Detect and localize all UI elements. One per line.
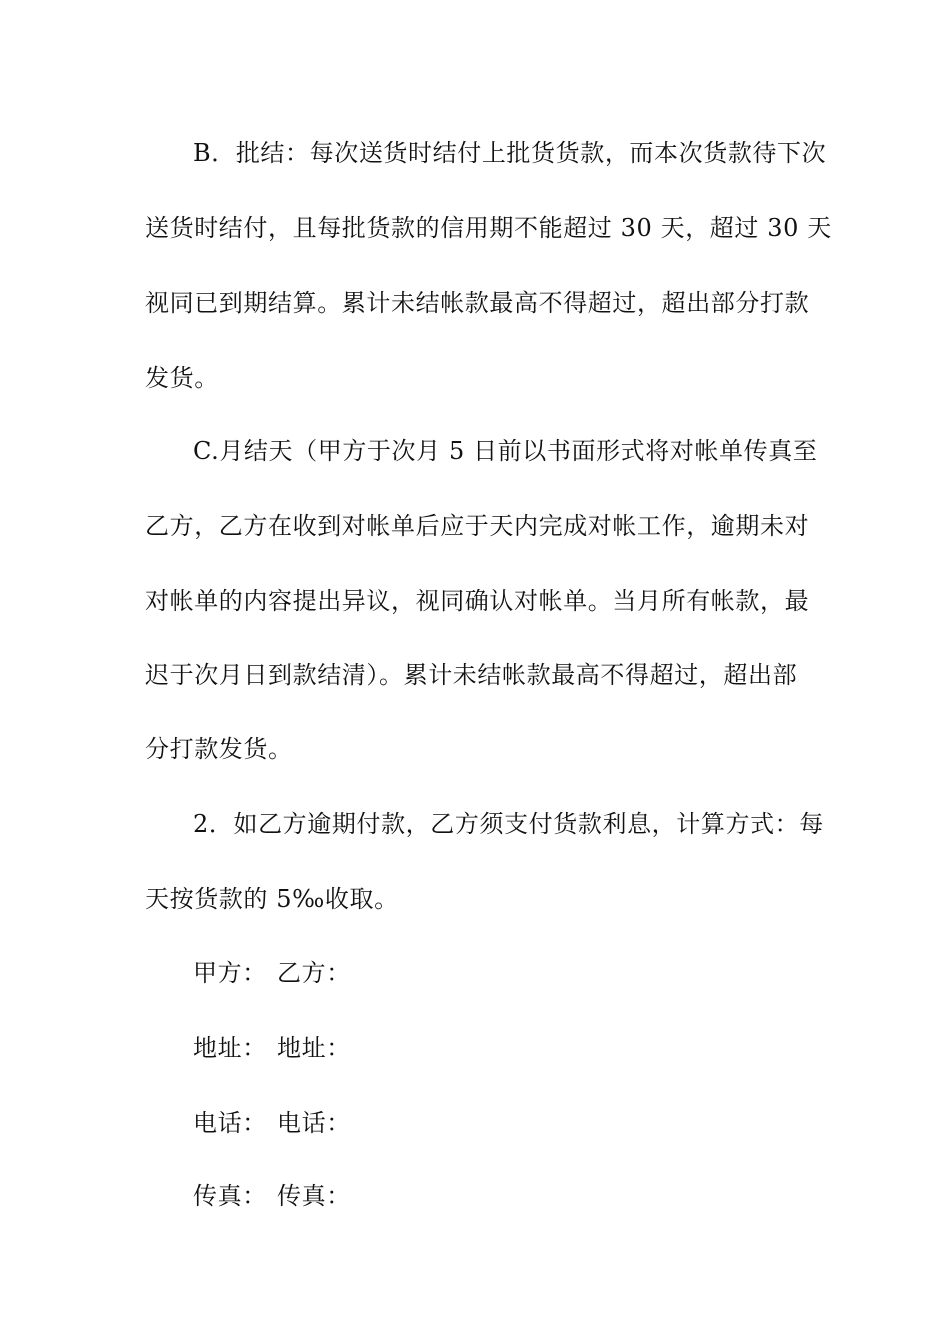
fax-b-label: 传真： xyxy=(277,1182,351,1210)
paragraph-c-line-1: C.月结天（甲方于次月 5 日前以书面形式将对帐单传真至 xyxy=(193,437,818,465)
paragraph-b-line-3: 视同已到期结算。累计未结帐款最高不得超过，超出部分打款 xyxy=(145,289,810,317)
paragraph-2-line-1: 2．如乙方逾期付款，乙方须支付货款利息，计算方式：每 xyxy=(193,810,824,838)
phone-b-label: 电话： xyxy=(277,1109,351,1137)
paragraph-c-line-4: 迟于次月日到款结清）。累计未结帐款最高不得超过，超出部 xyxy=(145,661,798,689)
paragraph-b-line-4: 发货。 xyxy=(145,364,219,392)
address-b-label: 地址： xyxy=(277,1034,351,1062)
fax-a-label: 传真： xyxy=(193,1182,267,1210)
address-a-label: 地址： xyxy=(193,1034,267,1062)
paragraph-b-line-1: B．批结：每次送货时结付上批货货款，而本次货款待下次 xyxy=(193,139,827,167)
party-b-label: 乙方： xyxy=(277,959,351,987)
paragraph-b-line-2: 送货时结付，且每批货款的信用期不能超过 30 天，超过 30 天 xyxy=(145,214,832,242)
paragraph-c-line-5: 分打款发货。 xyxy=(145,735,293,763)
phone-a-label: 电话： xyxy=(193,1109,267,1137)
paragraph-2-line-2: 天按货款的 5‰收取。 xyxy=(145,885,399,913)
paragraph-c-line-3: 对帐单的内容提出异议，视同确认对帐单。当月所有帐款，最 xyxy=(145,587,810,615)
paragraph-c-line-2: 乙方，乙方在收到对帐单后应于天内完成对帐工作，逾期未对 xyxy=(145,512,810,540)
party-a-label: 甲方： xyxy=(193,959,267,987)
